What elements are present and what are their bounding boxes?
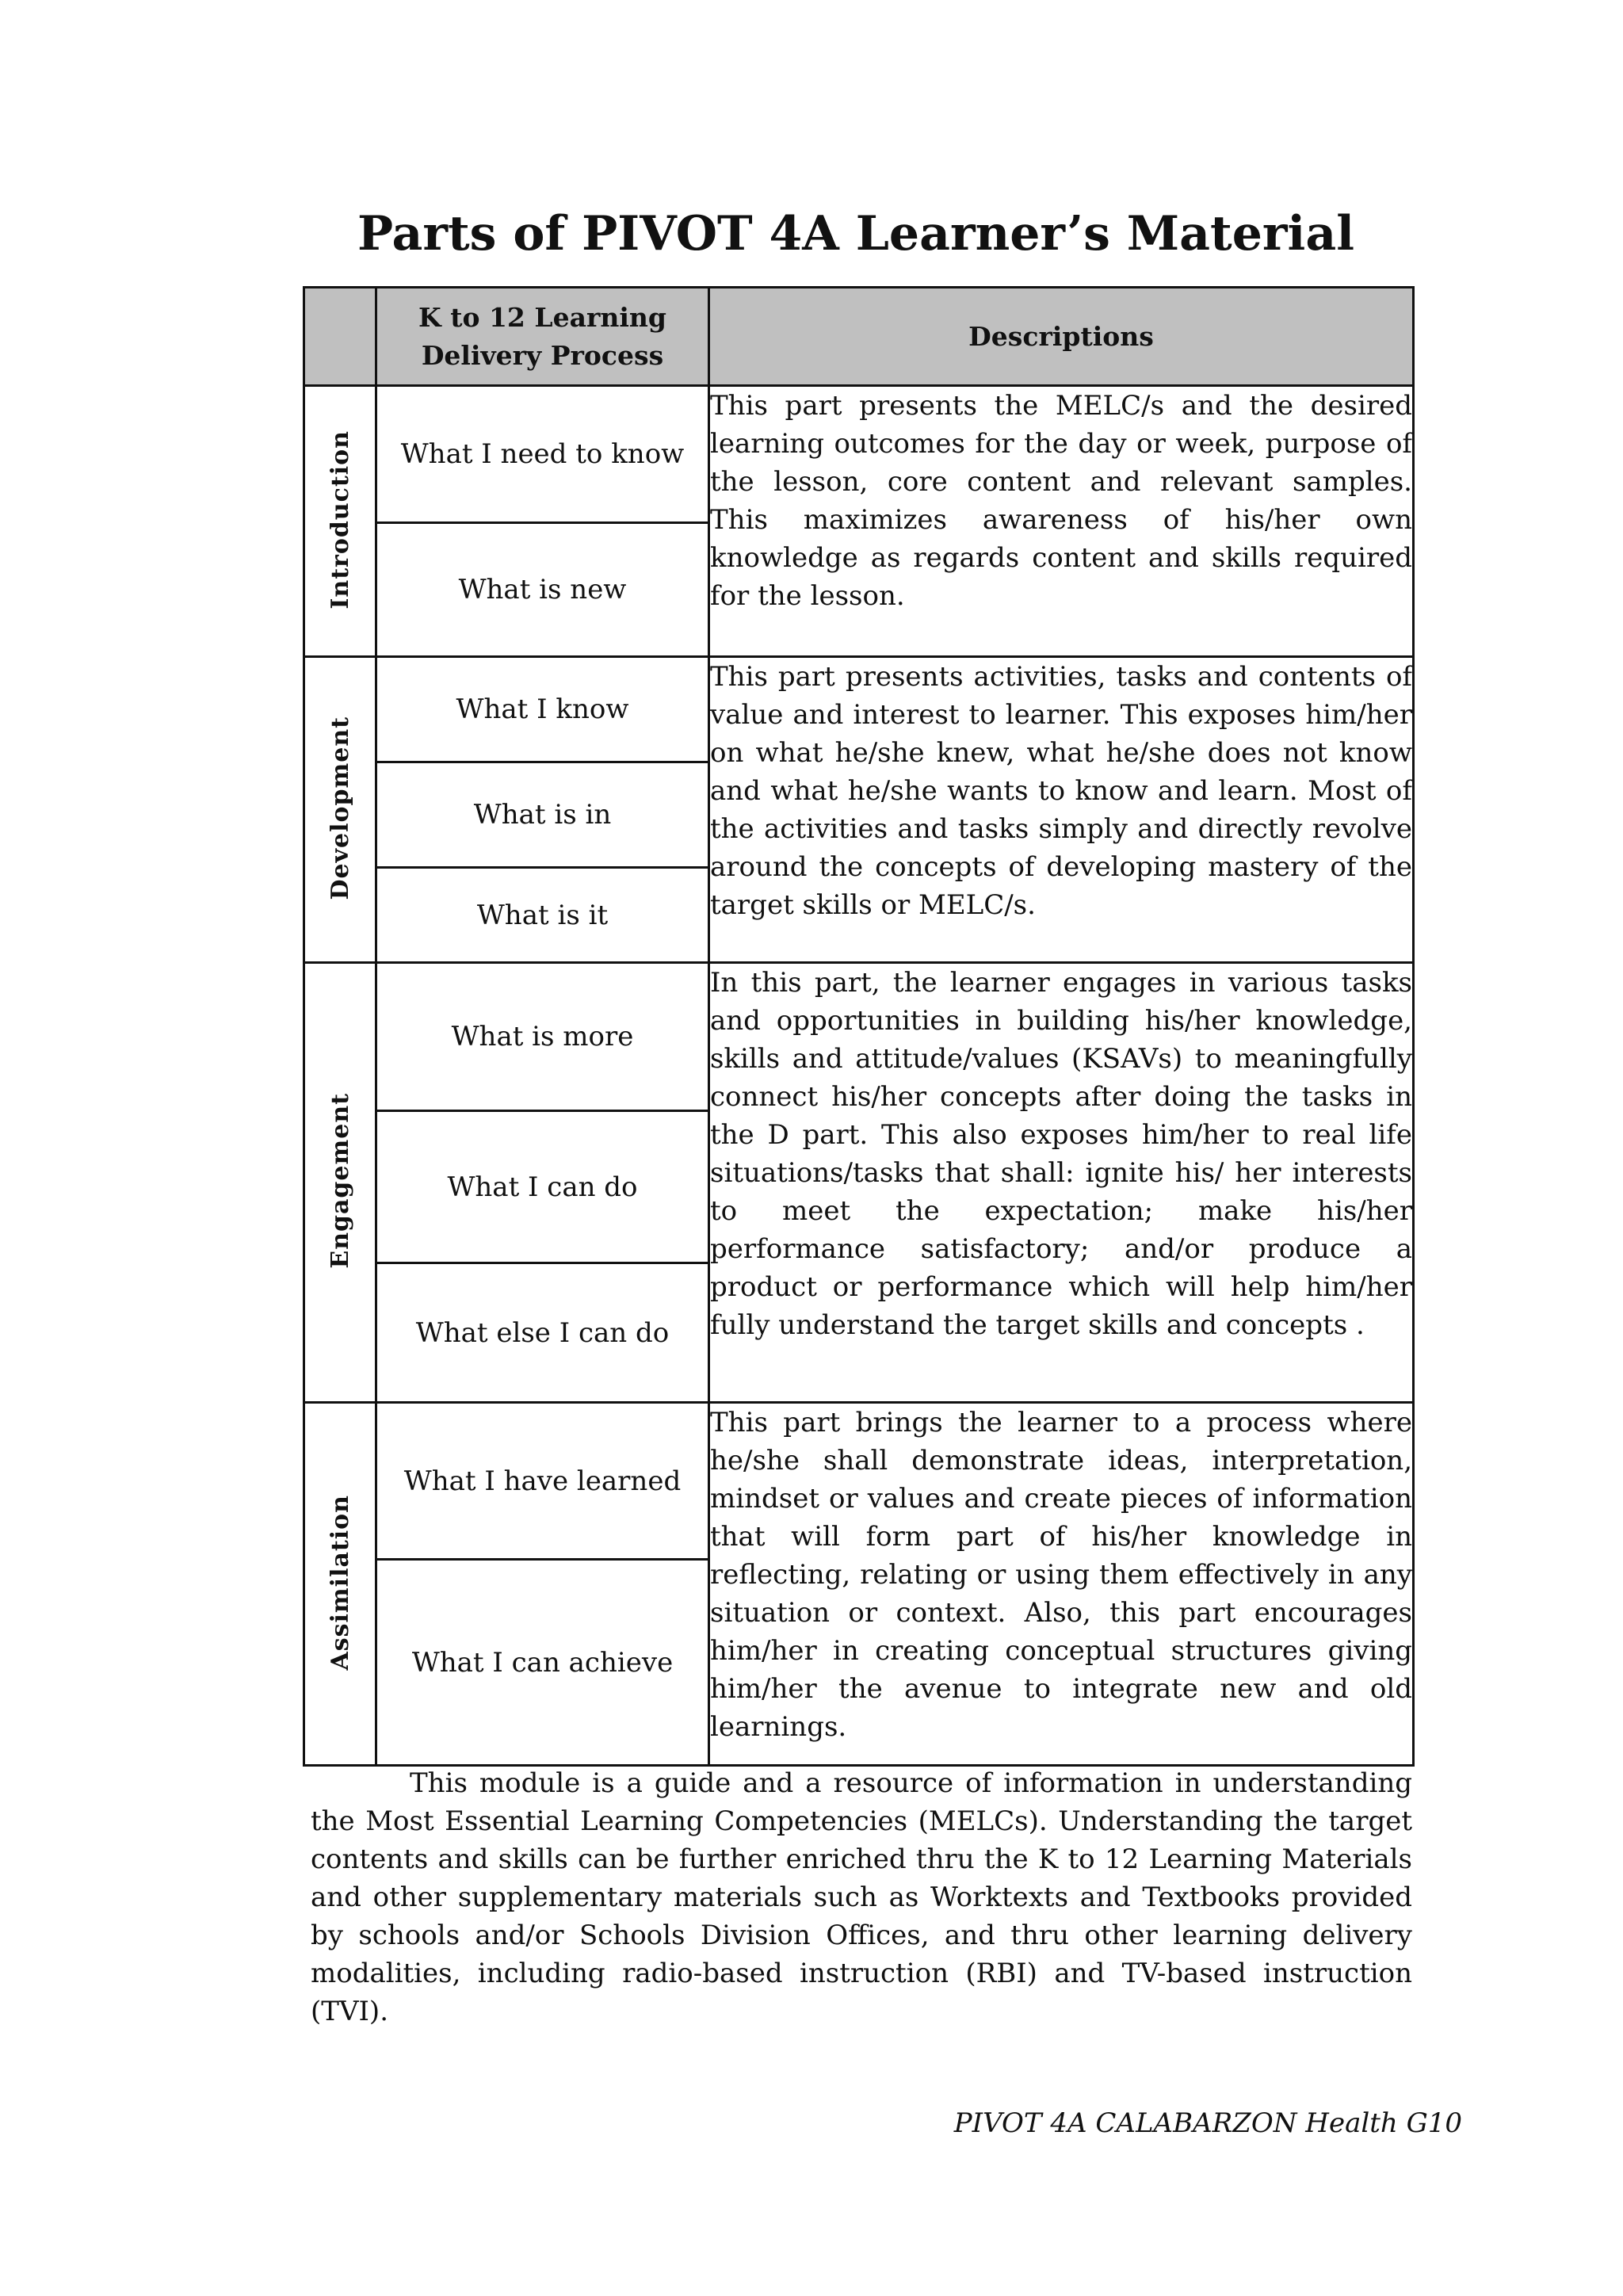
step-cell: What is new [376,523,709,657]
step-cell: What is it [376,868,709,963]
description-cell: This part presents the MELC/s and the desired learning outcomes for the day or week, purpose of the lesson, core content and relevant samples. This maximizes awareness of his/her own knowledge as regards content and skills required for the lesson. [709,386,1414,657]
table-header-row [304,288,1414,386]
header-process: K to 12 Learning Delivery Process [376,288,709,386]
description-cell: This part brings the learner to a process where he/she shall demonstrate ideas, interpretation, mindset or values and create pieces of information that will form part of his/her knowledge in reflecting, relating or using them effectively in any situation or context. Also, this part encourages him/her in creating conceptual structures giving him/her the avenue to integrate new and old learnings. [709,1403,1414,1766]
learning-delivery-table [303,286,1415,1767]
step-cell: What I have learned [376,1403,709,1560]
stage-label: Development [326,716,354,900]
header-descriptions: Descriptions [709,288,1414,386]
stage-engagement [304,963,376,1403]
step-cell: What I know [376,657,709,762]
module-note: This module is a guide and a resource of information in understanding the Most Essential Learning Competencies (MELCs). Understanding the target contents and skills can be further enriched thru the K to 12 Learning Materials and other supplementary materials such as Worktexts and Textbooks provided by schools and/or Schools Division Offices, and thru other learning delivery modalities, including radio-based instruction (RBI) and TV-based instruction (TVI). [311,1767,1412,2027]
step-cell: What is in [376,762,709,868]
step-cell: What else I can do [376,1263,709,1403]
step-cell: What is more [376,963,709,1111]
stage-assimilation [304,1403,376,1766]
stage-label: Engagement [326,1093,354,1269]
header-stage [304,288,376,386]
table-row [304,1403,1414,1560]
step-cell: What I can do [376,1111,709,1263]
stage-introduction [304,386,376,657]
description-cell: In this part, the learner engages in various tasks and opportunities in building his/her knowledge, skills and attitude/values (KSAVs) to meaningfully connect his/her concepts after doing the tasks in the D part. This also exposes him/her to real life situations/tasks that shall: ignite his/ her interests to meet the expectation; make his/her performance satisfactory; and/or produce a product or performance which will help him/her fully understand the target skills and concepts . [709,963,1414,1403]
description-cell: This part presents activities, tasks and contents of value and interest to learner. This exposes him/her on what he/she knew, what he/she does not know and what he/she wants to know and learn. Most of the activities and tasks simply and directly revolve around the concepts of developing mastery of the target skills or MELC/s. [709,657,1414,963]
page-title: Parts of PIVOT 4A Learner’s Material [357,206,1355,262]
table-row [304,657,1414,762]
step-cell: What I need to know [376,386,709,523]
table-row [304,386,1414,523]
stage-development [304,657,376,963]
page-footer: PIVOT 4A CALABARZON Health G10 [953,2107,1462,2139]
stage-label: Introduction [326,430,354,609]
stage-label: Assimilation [326,1494,354,1671]
step-cell: What I can achieve [376,1560,709,1766]
table-row [304,963,1414,1111]
